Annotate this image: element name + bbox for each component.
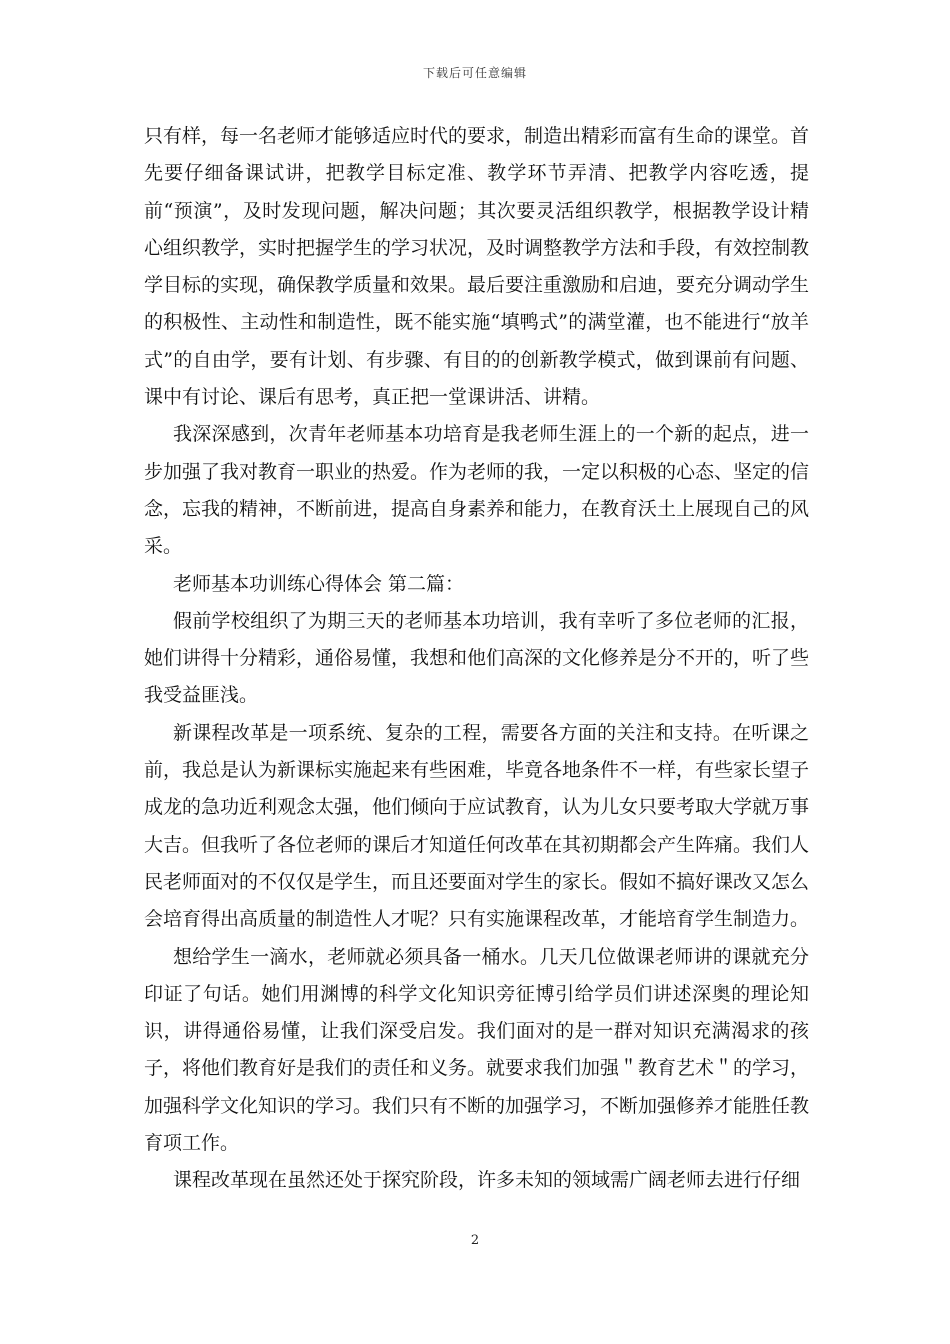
paragraph: 只有样，每一名老师才能够适应时代的要求，制造出精彩而富有生命的课堂。首先要仔细备课试讲，把教学目标定准、教学环节弄清、把教学内容吃透，提前“预演”，及时发现问题，解决问题；其次要灵活组织教学，根据教学设计精心组织教学，实时把握学生的学习状况，及时调整教学方法和手段，有效控制教学目标的实现，确保教学质量和效果。最后要注重激励和启迪，要充分调动学生的积极性、主动性和制造性，既不能实施“填鸭式”的满堂灌，也不能进行“放羊式”的自由学，要有计划、有步骤、有目的的创新教学模式，做到课前有问题、课中有讨论、课后有思考，真正把一堂课讲活、讲精。 — [144, 125, 810, 409]
paragraph: 假前学校组织了为期三天的老师基本功培训，我有幸听了多位老师的汇报，她们讲得十分精彩，通俗易懂，我想和他们高深的文化修养是分不开的，听了些我受益匪浅。 — [144, 609, 810, 707]
paragraph: 我深深感到，次青年老师基本功培育是我老师生涯上的一个新的起点，进一步加强了我对教育一职业的热爱。作为老师的我，一定以积极的心态、坚定的信念，忘我的精神，不断前进，提高自身素养和能力，在教育沃土上展现自己的风采。 — [144, 423, 810, 558]
section-heading: 老师基本功训练心得体会 第二篇： — [173, 572, 465, 595]
page-header-note: 下载后可任意编辑 — [422, 66, 527, 80]
paragraph: 想给学生一滴水，老师就必须具备一桶水。几天几位做课老师讲的课就充分印证了句话。她们用渊博的科学文化知识旁征博引给学员们讲述深奥的理论知识，讲得通俗易懂，让我们深受启发。我们面对的是一群对知识充满渴求的孩子，将他们教育好是我们的责任和义务。就要求我们加强＂教育艺术＂的学习，加强科学文化知识的学习。我们只有不断的加强学习，不断加强修养才能胜任教育项工作。 — [144, 945, 810, 1155]
document-body — [144, 118, 809, 1200]
page-number: 2 — [470, 1233, 480, 1248]
paragraph: 课程改革现在虽然还处于探究阶段，许多未知的领域需广阔老师去进行仔细 — [173, 1169, 801, 1192]
paragraph: 新课程改革是一项系统、复杂的工程，需要各方面的关注和支持。在听课之前，我总是认为新课标实施起来有些困难，毕竟各地条件不一样，有些家长望子成龙的急功近利观念太强，他们倾向于应试教育，认为儿女只要考取大学就万事大吉。但我听了各位老师的课后才知道任何改革在其初期都会产生阵痛。我们人民老师面对的不仅仅是学生，而且还要面对学生的家长。假如不搞好课改又怎么会培育得出高质量的制造性人才呢？只有实施课程改革，才能培育学生制造力。 — [144, 721, 810, 931]
